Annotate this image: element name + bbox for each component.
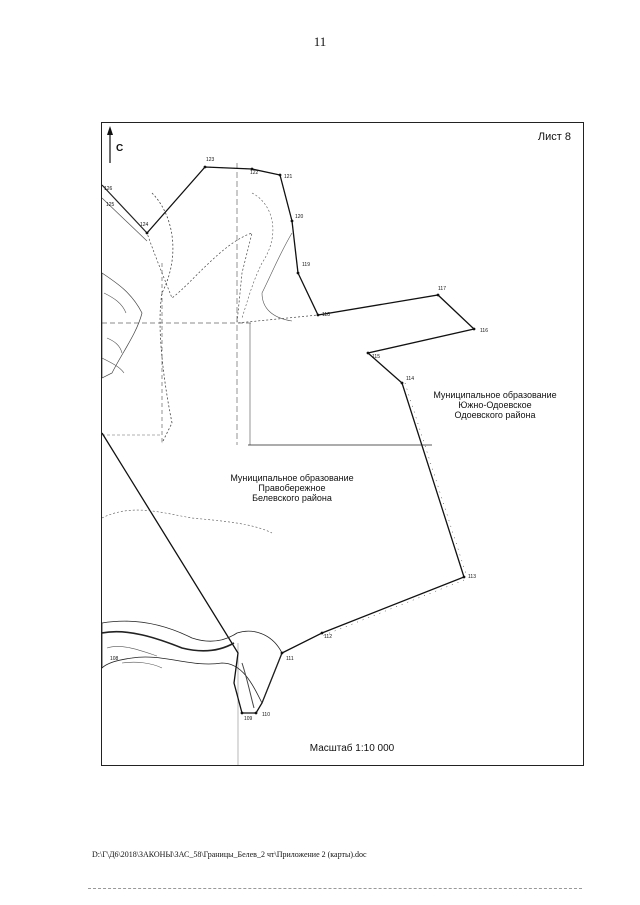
boundary-map [102, 123, 584, 766]
point-label: 123 [206, 157, 215, 163]
point-label: 117 [438, 286, 446, 292]
north-arrow-icon [107, 126, 113, 163]
region-label-center: Муниципальное образование Правобережное Белевского района [230, 473, 354, 503]
north-label: С [116, 143, 124, 154]
point-label: 124 [140, 222, 149, 228]
point-label: 118 [322, 312, 330, 318]
file-path: D:\Г\Д6\2018\ЗАКОНЫ\ЗАС_58\Границы_Белев_2 чт\Приложение 2 (карты).doc [92, 850, 367, 859]
point-label: 112 [324, 634, 332, 640]
point-label: 121 [284, 174, 293, 180]
map-frame [101, 122, 584, 766]
point-label: 109 [244, 716, 253, 722]
point-label: 120 [295, 214, 304, 220]
point-label: 113 [468, 574, 476, 580]
sheet-label: Лист 8 [537, 131, 571, 143]
point-label: 111 [286, 656, 294, 662]
point-label: 126 [104, 186, 113, 192]
point-label: 116 [480, 328, 488, 334]
footer-divider [88, 888, 582, 889]
point-label: 122 [250, 170, 259, 176]
point-label: 115 [372, 354, 380, 360]
region-label-east: Муниципальное образование Южно-Одоевское Одоевского района [433, 390, 557, 420]
point-label: 110 [262, 712, 270, 718]
map-scale: Масштаб 1:10 000 [309, 743, 395, 754]
point-label: 119 [302, 262, 310, 268]
point-label: 108 [110, 656, 119, 662]
boundary-line [102, 167, 474, 713]
point-label: 125 [106, 202, 115, 208]
point-label: 114 [406, 376, 414, 382]
page-number: 11 [313, 34, 327, 49]
